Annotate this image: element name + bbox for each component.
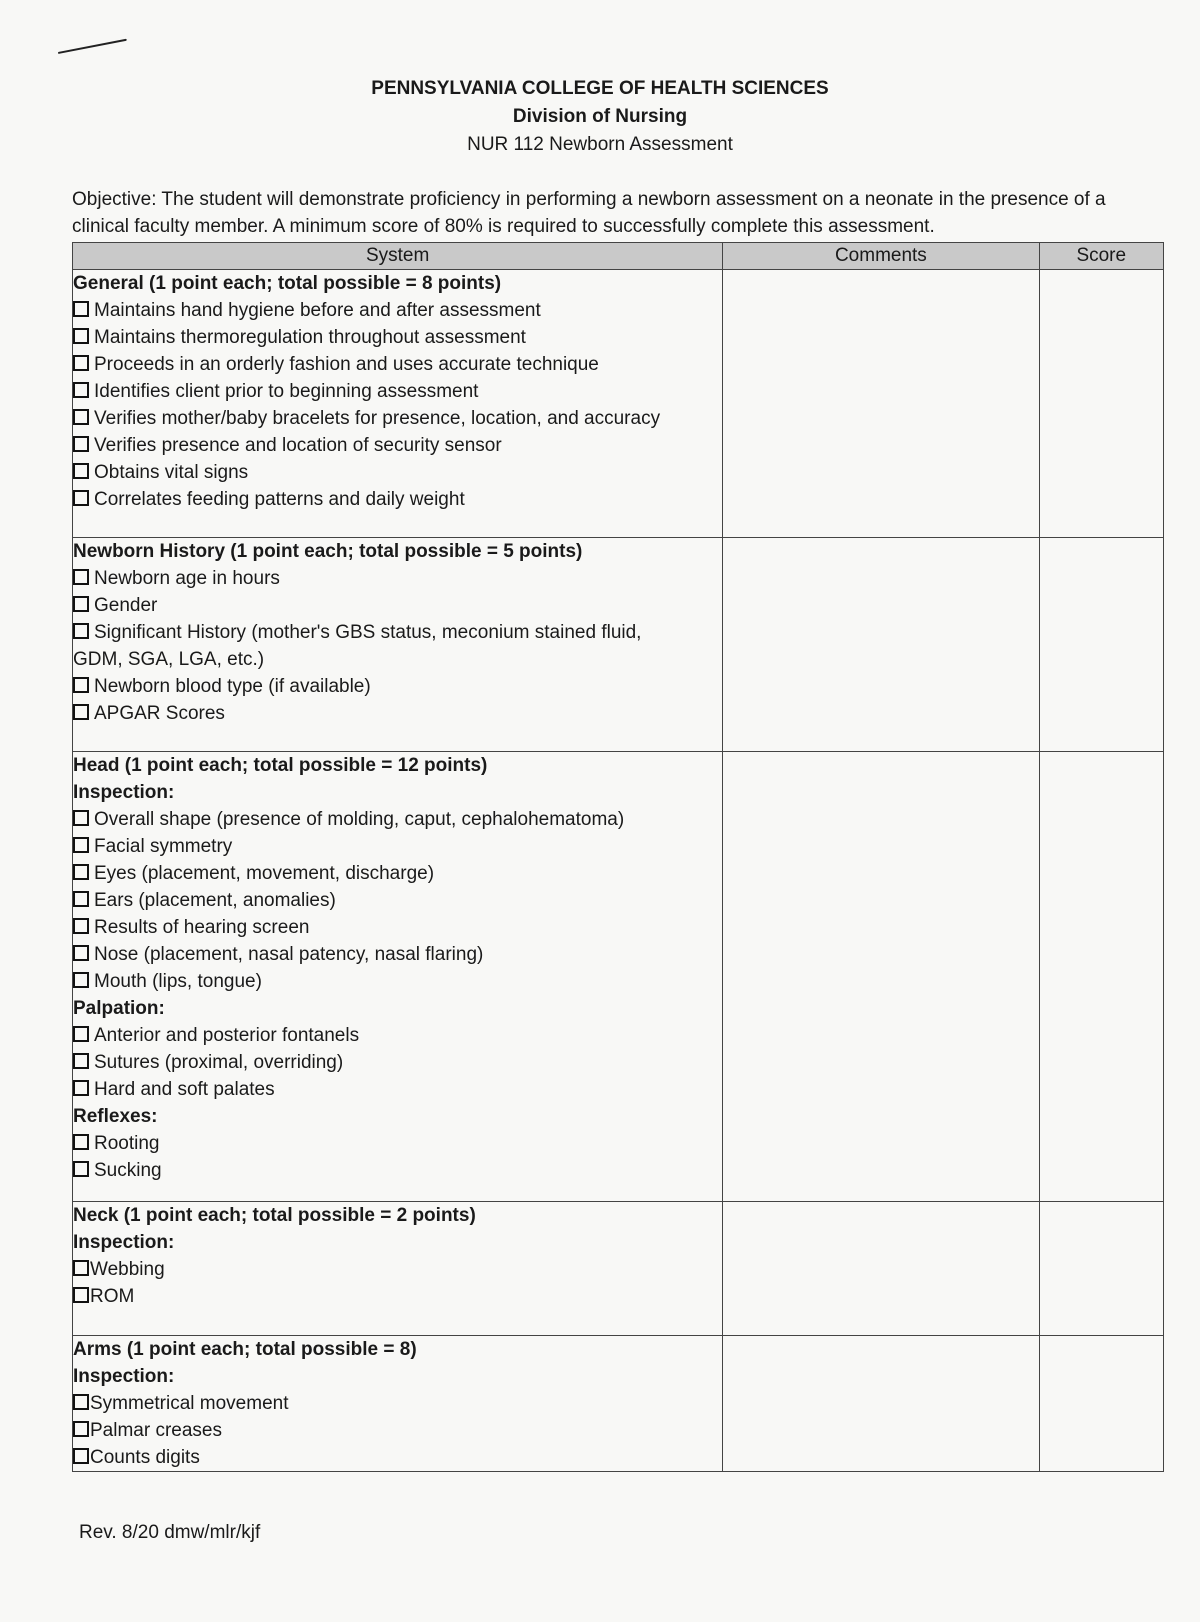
section-title: Arms (1 point each; total possible = 8) (73, 1339, 417, 1360)
checkbox[interactable] (73, 945, 89, 961)
section-row-arms (73, 1336, 1164, 1472)
checkbox[interactable] (73, 972, 89, 988)
checklist-item: Symmetrical movement (73, 1390, 722, 1417)
section-row-general (73, 270, 1164, 538)
checklist-item: Obtains vital signs (73, 459, 722, 486)
section-title: Neck (1 point each; total possible = 2 points) (73, 1205, 476, 1226)
checkbox[interactable] (73, 891, 89, 907)
checklist-item: Newborn blood type (if available) (73, 673, 722, 700)
checkbox[interactable] (73, 810, 89, 826)
score-cell[interactable] (1039, 1336, 1163, 1472)
checklist-item: Proceeds in an orderly fashion and uses accurate technique (73, 351, 722, 378)
checklist-item: Gender (73, 592, 722, 619)
assessment-table (72, 242, 1164, 1472)
checklist-item: Correlates feeding patterns and daily weight (73, 486, 722, 513)
checkbox[interactable] (73, 569, 89, 585)
checkbox[interactable] (73, 301, 89, 317)
header-score: Score (1039, 243, 1163, 270)
checklist-item: Facial symmetry (73, 833, 722, 860)
head-system-cell (73, 752, 723, 1202)
table-header-row (73, 243, 1164, 270)
checkbox[interactable] (73, 1394, 89, 1410)
subsection-label: Reflexes: (73, 1106, 158, 1127)
checkbox[interactable] (73, 1080, 89, 1096)
checkbox[interactable] (73, 596, 89, 612)
checkbox[interactable] (73, 436, 89, 452)
subsection-label: Inspection: (73, 1366, 175, 1387)
checklist-item: Counts digits (73, 1444, 722, 1471)
checkbox[interactable] (73, 1161, 89, 1177)
checkbox[interactable] (73, 1421, 89, 1437)
checklist-item: Identifies client prior to beginning assessment (73, 378, 722, 405)
section-title: Newborn History (1 point each; total possible = 5 points) (73, 541, 583, 562)
section-row-history (73, 538, 1164, 752)
checkbox[interactable] (73, 463, 89, 479)
checklist-item: ROM (73, 1283, 722, 1310)
checklist-item: Webbing (73, 1256, 722, 1283)
subsection-label: Inspection: (73, 782, 175, 803)
checklist-item: Overall shape (presence of molding, caput, cephalohematoma) (73, 806, 722, 833)
checkbox[interactable] (73, 918, 89, 934)
checkbox[interactable] (73, 1448, 89, 1464)
checkbox[interactable] (73, 490, 89, 506)
checkbox[interactable] (73, 623, 89, 639)
checklist-item: Rooting (73, 1130, 722, 1157)
checkbox[interactable] (73, 1134, 89, 1150)
division-name: Division of Nursing (512, 106, 688, 127)
checklist-item: Anterior and posterior fontanels (73, 1022, 722, 1049)
checklist-item: Significant History (mother's GBS status, meconium stained fluid, GDM, SGA, LGA, etc.) (73, 622, 642, 670)
revision-footer: Rev. 8/20 dmw/mlr/kjf (79, 1522, 261, 1543)
comments-cell[interactable] (723, 270, 1039, 538)
section-row-head (73, 752, 1164, 1202)
checklist-item: Palmar creases (73, 1417, 722, 1444)
checkbox[interactable] (73, 355, 89, 371)
subsection-label: Palpation: (73, 998, 165, 1019)
header-system: System (73, 243, 723, 270)
checkbox[interactable] (73, 382, 89, 398)
checklist-item: Maintains thermoregulation throughout assessment (73, 324, 722, 351)
section-title: Head (1 point each; total possible = 12 points) (73, 755, 488, 776)
course-title: NUR 112 Newborn Assessment (467, 134, 733, 155)
checkbox[interactable] (73, 409, 89, 425)
college-name: PENNSYLVANIA COLLEGE OF HEALTH SCIENCES (371, 78, 829, 99)
checklist-item: Eyes (placement, movement, discharge) (73, 860, 722, 887)
checklist-item: Verifies mother/baby bracelets for presence, location, and accuracy (73, 405, 722, 432)
comments-cell[interactable] (723, 538, 1039, 752)
score-cell[interactable] (1039, 752, 1163, 1202)
comments-cell[interactable] (723, 752, 1039, 1202)
checklist-item: Verifies presence and location of security sensor (73, 432, 722, 459)
objective-text: Objective: The student will demonstrate proficiency in performing a newborn assessment on a neonate in the presence of a clinical faculty member. A minimum score of 80% is required to successfully complete this assessment. (72, 189, 1106, 237)
checkbox[interactable] (73, 864, 89, 880)
checklist-item: Nose (placement, nasal patency, nasal flaring) (73, 941, 722, 968)
checkbox[interactable] (73, 677, 89, 693)
checklist-item: Newborn age in hours (73, 565, 722, 592)
header-comments: Comments (723, 243, 1039, 270)
arms-system-cell (73, 1336, 723, 1472)
checklist-item: Ears (placement, anomalies) (73, 887, 722, 914)
checkbox[interactable] (73, 1287, 89, 1303)
general-system-cell (73, 270, 723, 538)
section-row-neck (73, 1202, 1164, 1336)
checklist-item: Sutures (proximal, overriding) (73, 1049, 722, 1076)
comments-cell[interactable] (723, 1336, 1039, 1472)
score-cell[interactable] (1039, 270, 1163, 538)
subsection-label: Inspection: (73, 1232, 175, 1253)
checklist-item: Mouth (lips, tongue) (73, 968, 722, 995)
section-title: General (1 point each; total possible = 8 points) (73, 273, 502, 294)
score-cell[interactable] (1039, 1202, 1163, 1336)
neck-system-cell (73, 1202, 723, 1336)
checklist-item: Sucking (73, 1157, 722, 1184)
checkbox[interactable] (73, 704, 89, 720)
checkbox[interactable] (73, 837, 89, 853)
checkbox[interactable] (73, 1260, 89, 1276)
comments-cell[interactable] (723, 1202, 1039, 1336)
checklist-item: APGAR Scores (73, 700, 722, 727)
history-system-cell (73, 538, 723, 752)
stray-pen-mark (58, 39, 127, 54)
checklist-item: Maintains hand hygiene before and after assessment (73, 297, 722, 324)
checklist-item: Hard and soft palates (73, 1076, 722, 1103)
checkbox[interactable] (73, 328, 89, 344)
score-cell[interactable] (1039, 538, 1163, 752)
checklist-item: Results of hearing screen (73, 914, 722, 941)
checkbox[interactable] (73, 1053, 89, 1069)
checkbox[interactable] (73, 1026, 89, 1042)
